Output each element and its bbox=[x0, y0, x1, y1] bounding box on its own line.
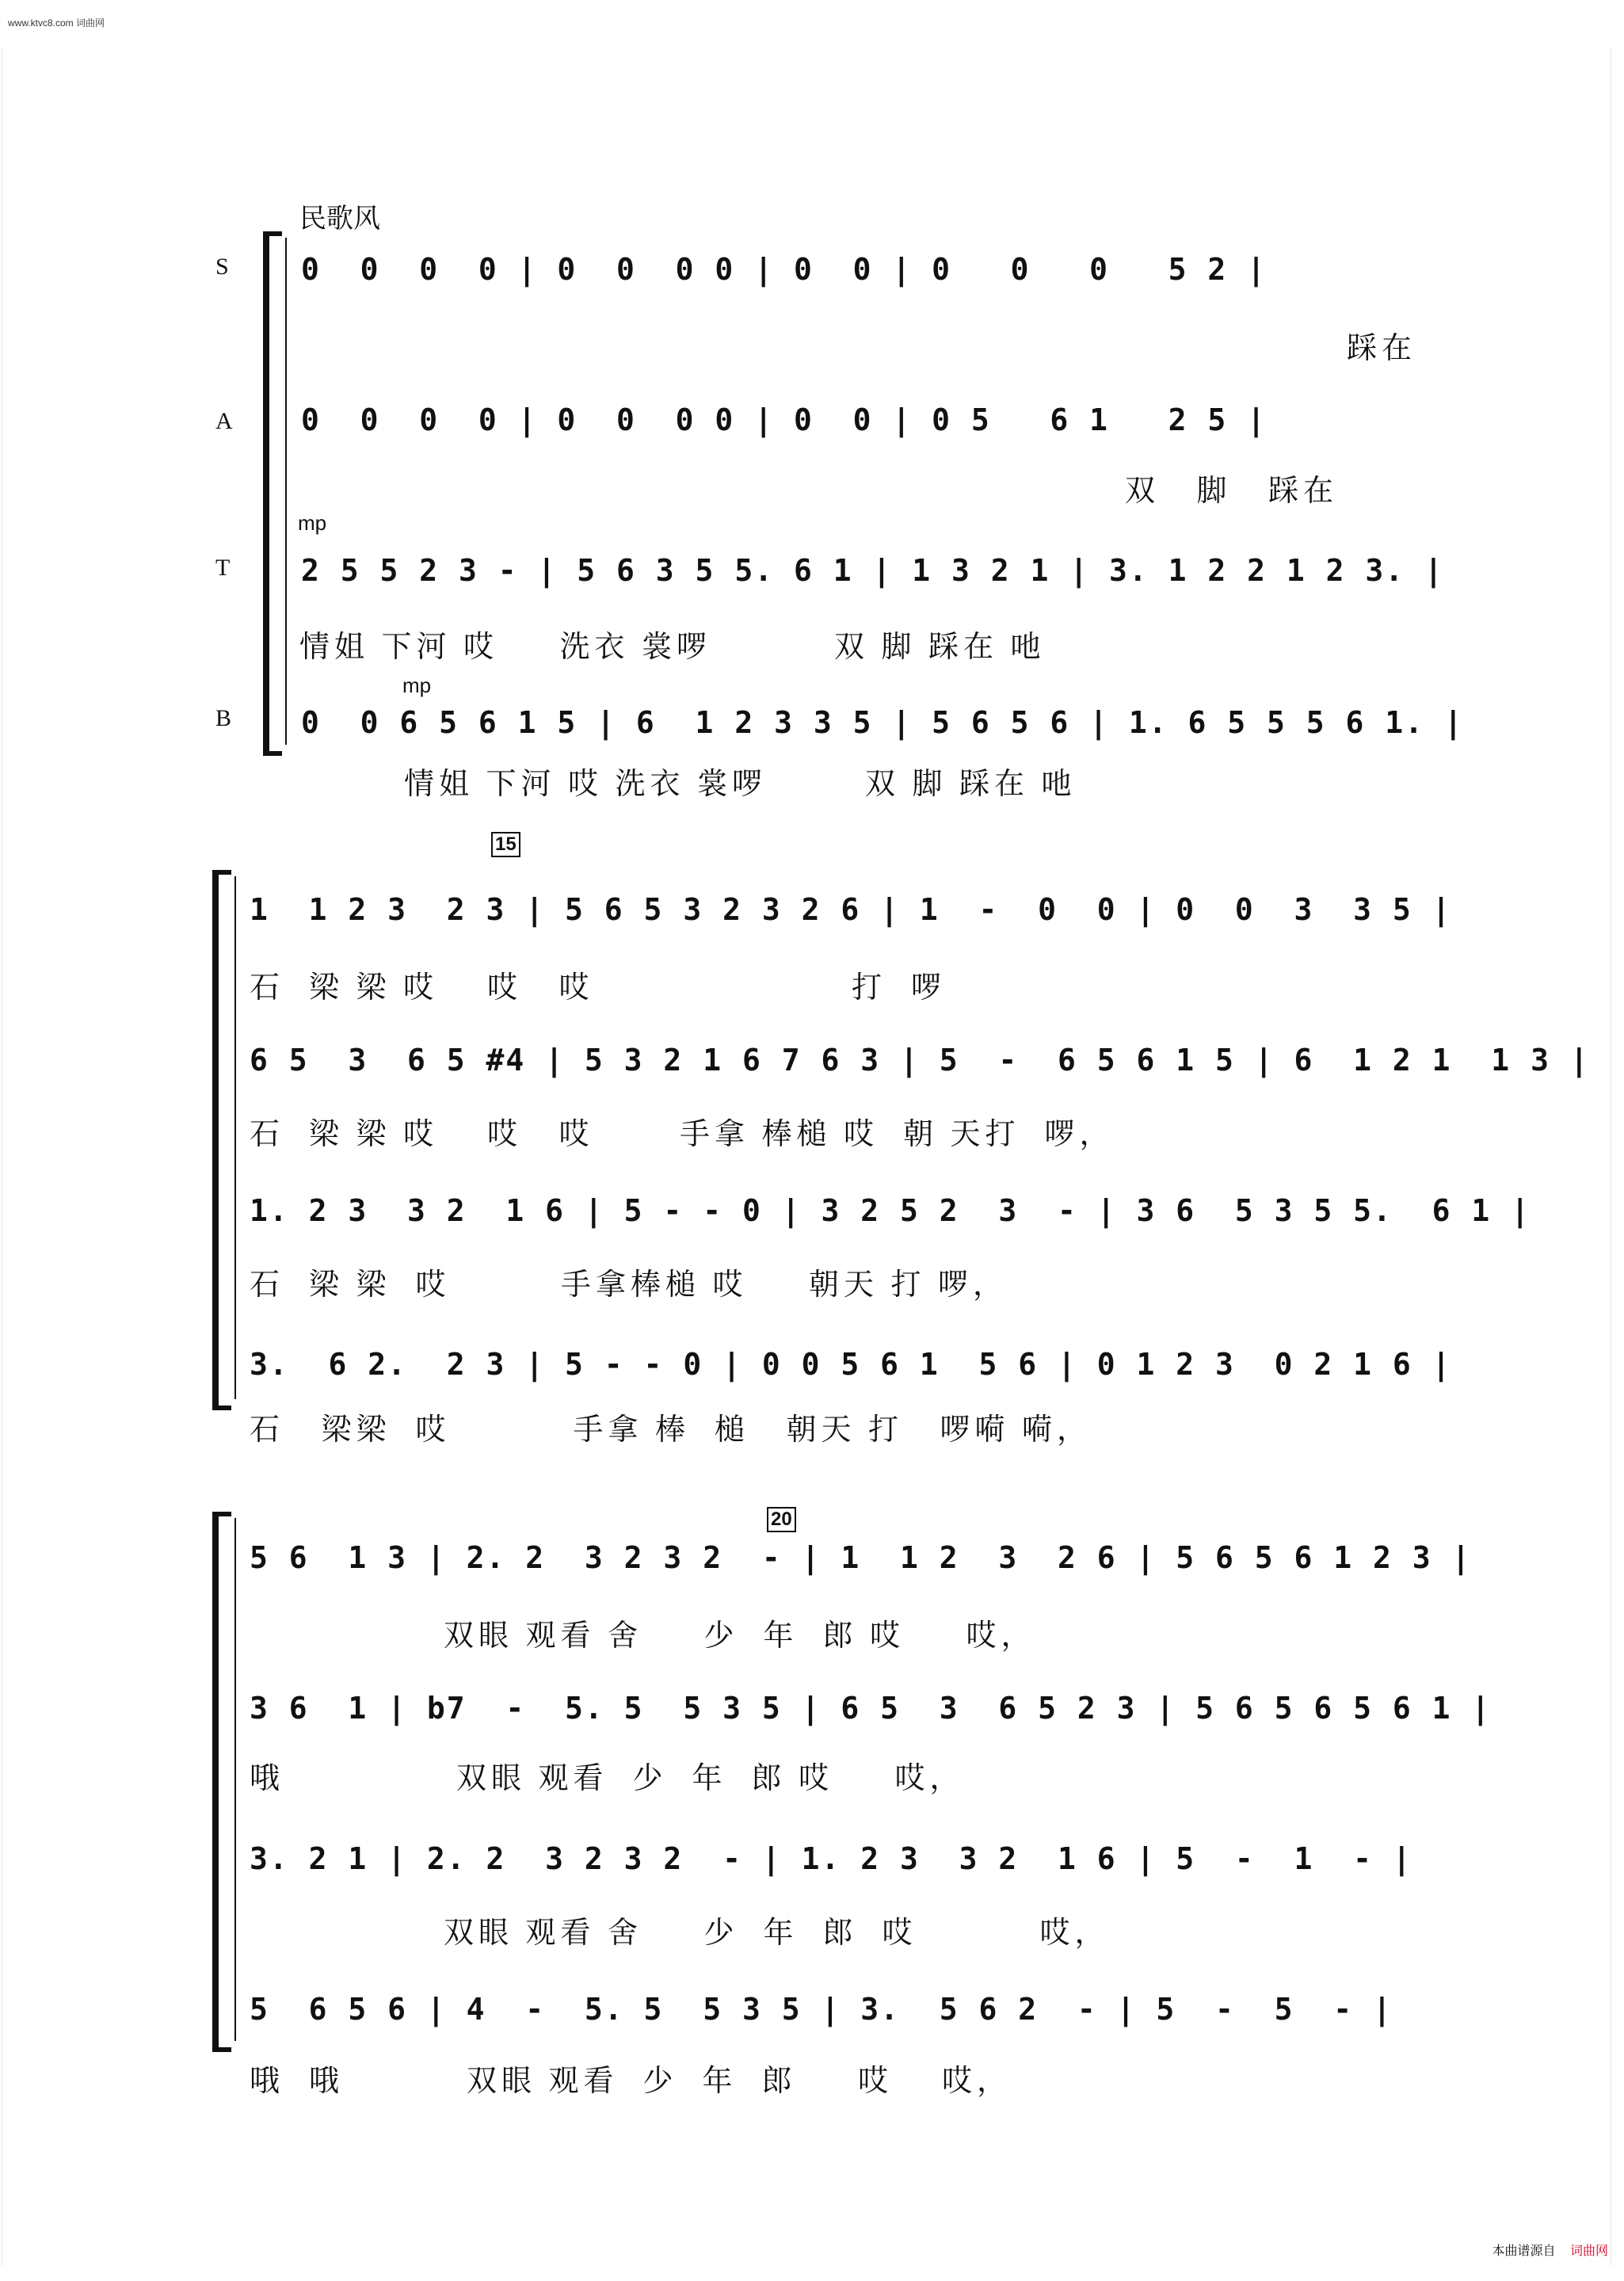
left-margin-watermark bbox=[2, 48, 13, 2265]
tenor-lyrics: 石 梁 梁 哎 手拿棒槌 哎 朝天 打 啰， bbox=[250, 1268, 1008, 1302]
measure-number-20: 20 bbox=[767, 1507, 796, 1532]
tenor-notes: 1. 2 3 3 2 1 6 | 5 - - 0 | 3 2 5 2 3 - | 3 6 5 3 5 5. 6 1 | bbox=[250, 1193, 1531, 1228]
footer-brand[interactable]: 词曲网 bbox=[1569, 2245, 1608, 2258]
dynamic-mp: mp bbox=[298, 511, 327, 535]
tenor-lyrics: 情姐 下河 哎 洗衣 裳啰 双 脚 踩在 吔 bbox=[299, 631, 1046, 664]
soprano-lyrics: 石 梁 梁 哎 哎 哎 打 啰 bbox=[250, 971, 947, 1005]
alto-notes: 3 6 1 | b7 - 5. 5 5 3 5 | 6 5 3 6 5 2 3 | 5 6 5 6 5 6 1 | bbox=[250, 1691, 1492, 1726]
system-brace-line bbox=[285, 238, 287, 745]
footer-credit bbox=[1492, 2241, 1608, 2259]
alto-notes: 0 0 0 0 | 0 0 0 0 | 0 0 | 0 5 6 1 2 5 | bbox=[301, 402, 1268, 437]
bass-lyrics: 哦 哦 双眼 观看 少 年 郎 哎 哎， bbox=[250, 2065, 1012, 2098]
site-header: www.ktvc8.com 词曲网 bbox=[8, 17, 105, 29]
system-brace bbox=[212, 870, 231, 1410]
alto-lyrics: 双 脚 踩在 bbox=[1125, 475, 1339, 508]
voice-label-t: T bbox=[215, 555, 231, 581]
alto-notes: 6 5 3 6 5 #4 | 5 3 2 1 6 7 6 3 | 5 - 6 5 6 1 5 | 6 1 2 1 1 3 | bbox=[250, 1043, 1590, 1078]
tempo-marking: 民歌风 bbox=[299, 204, 380, 234]
alto-lyrics: 石 梁 梁 哎 哎 哎 手拿 棒槌 哎 朝 天打 啰， bbox=[250, 1118, 1115, 1151]
system-brace-line bbox=[234, 876, 236, 1399]
system-brace-line bbox=[234, 1518, 236, 2041]
voice-label-b: B bbox=[215, 705, 232, 731]
tenor-lyrics: 双眼 观看 舍 少 年 郎 哎 哎， bbox=[444, 1917, 1110, 1950]
measure-number-15: 15 bbox=[491, 832, 520, 857]
system-brace bbox=[212, 1512, 231, 2052]
bass-lyrics: 情姐 下河 哎 洗衣 裳啰 双 脚 踩在 吔 bbox=[404, 768, 1077, 801]
soprano-lyrics: 双眼 观看 舍 少 年 郎 哎 哎， bbox=[444, 1619, 1036, 1653]
bass-notes: 0 0 6 5 6 1 5 | 6 1 2 3 3 5 | 5 6 5 6 | 1. 6 5 5 5 6 1. | bbox=[301, 705, 1464, 740]
bass-notes: 5 6 5 6 | 4 - 5. 5 5 3 5 | 3. 5 6 2 - | 5 - 5 - | bbox=[250, 1992, 1393, 2027]
voice-label-s: S bbox=[215, 254, 229, 280]
dynamic-mp: mp bbox=[402, 673, 432, 697]
tenor-notes: 2 5 5 2 3 - | 5 6 3 5 5. 6 1 | 1 3 2 1 | 3. 1 2 2 1 2 3. | bbox=[301, 553, 1444, 588]
soprano-notes: 0 0 0 0 | 0 0 0 0 | 0 0 | 0 0 0 5 2 | bbox=[301, 252, 1268, 287]
right-margin-watermark bbox=[1611, 48, 1622, 2265]
tenor-notes: 3. 2 1 | 2. 2 3 2 3 2 - | 1. 2 3 3 2 1 6 | 5 - 1 - | bbox=[250, 1841, 1412, 1876]
soprano-notes: 5 6 1 3 | 2. 2 3 2 3 2 - | 1 1 2 3 2 6 | 5 6 5 6 1 2 3 | bbox=[250, 1540, 1472, 1575]
system-brace bbox=[263, 231, 282, 756]
alto-lyrics: 哦 双眼 观看 少 年 郎 哎 哎， bbox=[250, 1762, 965, 1795]
soprano-lyrics: 踩在 bbox=[1347, 332, 1417, 365]
bass-lyrics: 石 梁梁 哎 手拿 棒 槌 朝天 打 啰嗬 嗬， bbox=[250, 1413, 1092, 1447]
soprano-notes: 1 1 2 3 2 3 | 5 6 5 3 2 3 2 6 | 1 - 0 0 | 0 0 3 3 5 | bbox=[250, 892, 1452, 927]
footer-source: 本曲谱源自 bbox=[1492, 2245, 1556, 2258]
voice-label-a: A bbox=[215, 408, 233, 434]
bass-notes: 3. 6 2. 2 3 | 5 - - 0 | 0 0 5 6 1 5 6 | 0 1 2 3 0 2 1 6 | bbox=[250, 1347, 1452, 1382]
